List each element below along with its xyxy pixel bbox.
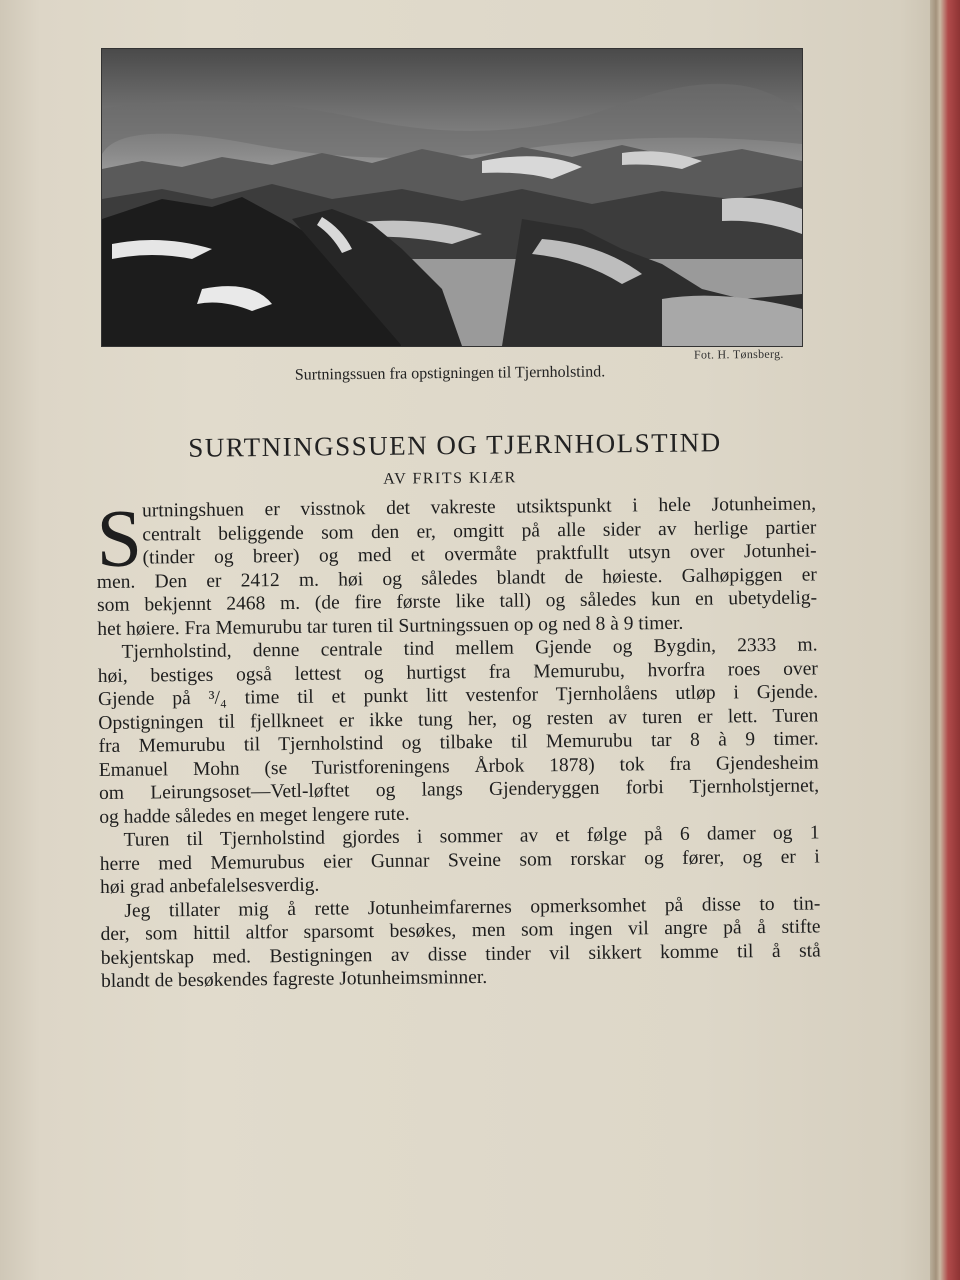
article-body: [96, 492, 821, 993]
text-line: Tjernholstind, denne centrale tind mellem Gjende og Bygdin, 2333 m.: [121, 634, 818, 663]
text-line: Emanuel Mohn (se Turistforeningens Årbok 1878) tok fra Gjendesheim: [98, 751, 819, 781]
text-line: centralt beliggende som den er, omgitt på alle sider av herlige partier: [142, 516, 817, 546]
text-line: Turen til Tjernholstind gjordes i sommer av et følge på 6 damer og 1: [123, 822, 820, 851]
text-line: bekjentskap med. Bestigningen av disse tinder vil sikkert komme til å stå: [100, 939, 821, 969]
text-line: (tinder og breer) og med et overmåte praktfullt utsyn over Jotunhei-: [142, 540, 817, 569]
text-line: urtningshuen er visstnok det vakreste utsiktspunkt i hele Jotunheimen,: [142, 493, 817, 522]
text-line: og hadde således en meget lengere rute.: [99, 803, 410, 828]
book-spine: [930, 0, 960, 1280]
text-line: høi grad anbefalelsesverdig.: [99, 874, 320, 898]
mountain-landscape-image: [102, 49, 802, 346]
text-line: het høiere. Fra Memurubu tar turen til Surtningssuen op og ned 8 à 9 timer.: [97, 612, 684, 640]
text-line: om Leirungsoset—Vetl-løftet og langs Gjenderyggen forbi Tjernholstjernet,: [98, 775, 820, 804]
mountain-photo: [101, 48, 803, 347]
article-title: SURTNINGSSUEN OG TJERNHOLSTIND: [188, 427, 722, 463]
text-line: Jeg tillater mig å rette Jotunheimfarernes opmerksomhet på disse to tin-: [124, 892, 821, 922]
text-line: men. Den er 2412 m. høi og således blandt de høieste. Galhøpiggen er: [96, 563, 817, 593]
article-author: AV FRITS KIÆR: [383, 469, 517, 488]
text-line: Gjende på ³/₄ time til et punkt litt vestenfor Tjernholåens utløp i Gjende.: [97, 681, 819, 710]
text-line: Opstigningen til fjellkneet er ikke tung her, og resten av turen er lett. Turen: [98, 704, 819, 734]
text-line: der, som hittil altfor sparsomt besøkes, men som ingen vil angre på å stifte: [100, 916, 821, 945]
text-line: herre med Memurubus eier Gunnar Sveine som rorskar og fører, og er i: [99, 845, 820, 875]
text-line: fra Memurubu til Tjernholstind og tilbake til Memurubu tar 8 à 9 timer.: [98, 728, 819, 757]
text-line: høi, bestiges også lettest og hurtigst fra Memurubu, hvorfra roes over: [97, 657, 818, 687]
photo-credit: Fot. H. Tønsberg.: [693, 346, 784, 362]
text-line: som bekjennt 2468 m. (de fire første like tall) og således kun en ubetydelig-: [96, 587, 818, 616]
drop-cap: S: [95, 492, 143, 584]
photo-caption: Surtningssuen fra opstigningen til Tjernholstind.: [294, 363, 606, 384]
text-line: blandt de besøkendes fagreste Jotunheimsminner.: [100, 966, 488, 992]
